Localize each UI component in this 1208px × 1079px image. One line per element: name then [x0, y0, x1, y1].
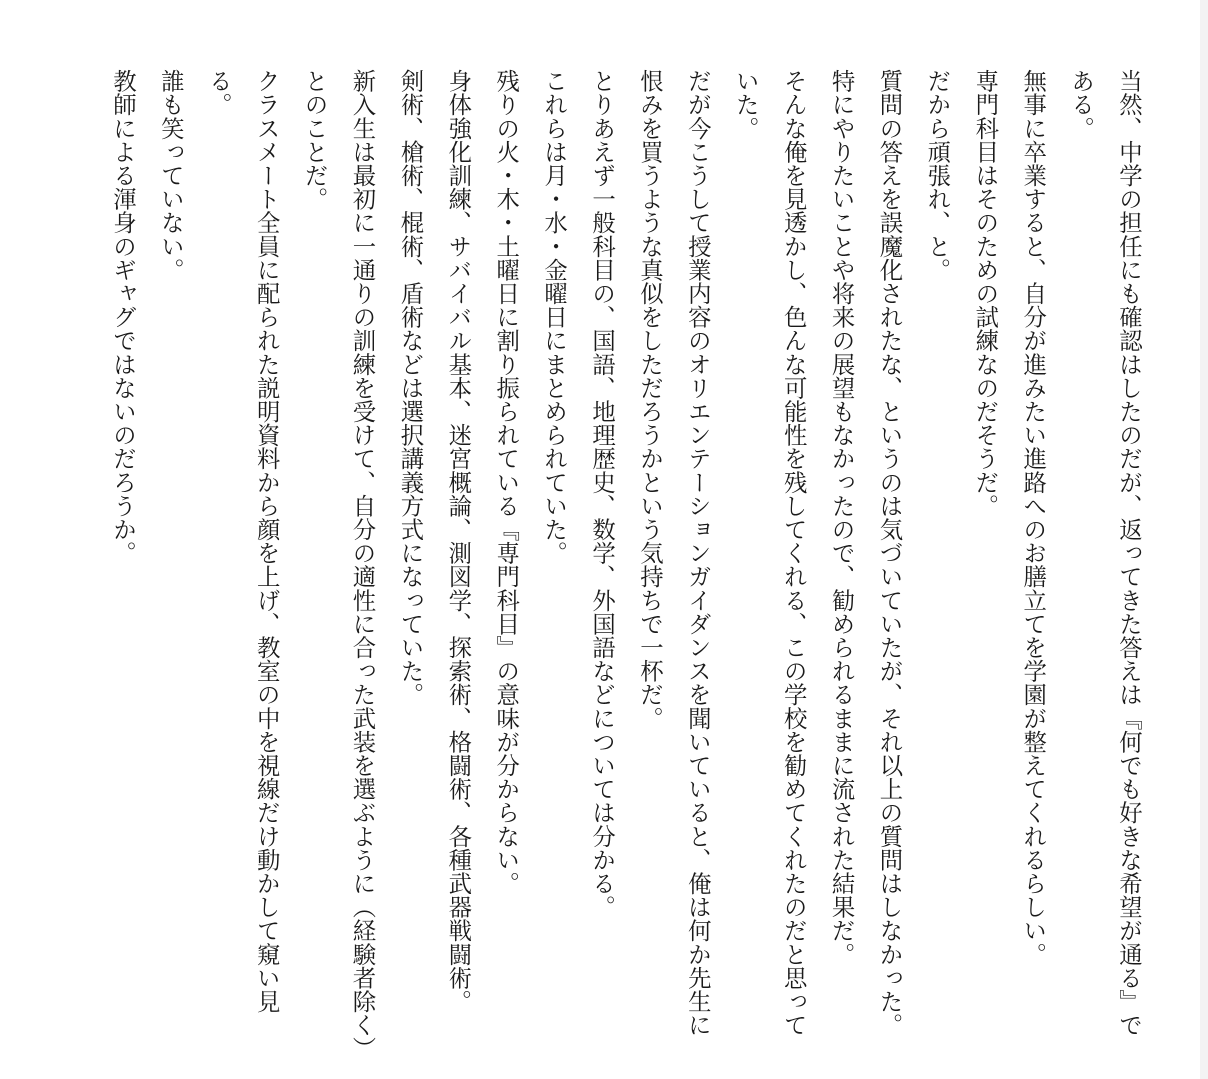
paragraph: 残りの火・木・土曜日に割り振られている『専門科目』の意味が分からない。 — [492, 69, 521, 896]
paragraph: 教師による渾身のギャグではないのだろうか。 — [108, 69, 137, 565]
paragraph: とりあえず一般科目の、国語、地理歴史、数学、外国語などについては分かる。 — [588, 69, 617, 919]
paragraph: 新入生は最初に一通りの訓練を受けて、自分の適性に合った武装を選ぶように（経験者除く）とのことだ。 — [300, 69, 377, 1049]
scrollbar[interactable] — [1200, 0, 1208, 1079]
paragraph: 誰も笑っていない。 — [156, 69, 185, 282]
paragraph: そんな俺を見透かし、色んな可能性を残してくれる、この学校を勧めてくれたのだと思っていた。 — [731, 69, 808, 1037]
vertical-text-body — [98, 46, 1152, 1056]
paragraph: 無事に卒業すると、自分が進みたい進路へのお膳立てを学園が整えてくれるらしい。 — [1019, 69, 1048, 967]
paragraph: 質問の答えを誤魔化されたな、というのは気づいていたが、それ以上の質問はしなかった。 — [875, 69, 904, 1037]
paragraph: これらは月・水・金曜日にまとめられていた。 — [540, 69, 569, 565]
paragraph: だが今こうして授業内容のオリエンテーションガイダンスを聞いていると、俺は何か先生に恨みを買うような真似をしただろうかという気持ちで一杯だ。 — [635, 69, 712, 1037]
paragraph: 剣術、槍術、棍術、盾術などは選択講義方式になっていた。 — [396, 69, 425, 707]
paragraph: 当然、中学の担任にも確認はしたのだが、返ってきた答えは『何でも好きな希望が通る』である。 — [1067, 69, 1143, 1037]
paragraph: 専門科目はそのための試練なのだそうだ。 — [971, 69, 1000, 518]
paragraph: クラスメート全員に配られた説明資料から顔を上げ、教室の中を視線だけ動かして窺い見る。 — [204, 69, 281, 1014]
paragraph: 身体強化訓練、サバイバル基本、迷宮概論、測図学、探索術、格闘術、各種武器戦闘術。 — [444, 69, 473, 1014]
paragraph: 特にやりたいことや将来の展望もなかったので、勧められるままに流された結果だ。 — [827, 69, 856, 967]
paragraph: だから頑張れ、と。 — [923, 69, 952, 282]
